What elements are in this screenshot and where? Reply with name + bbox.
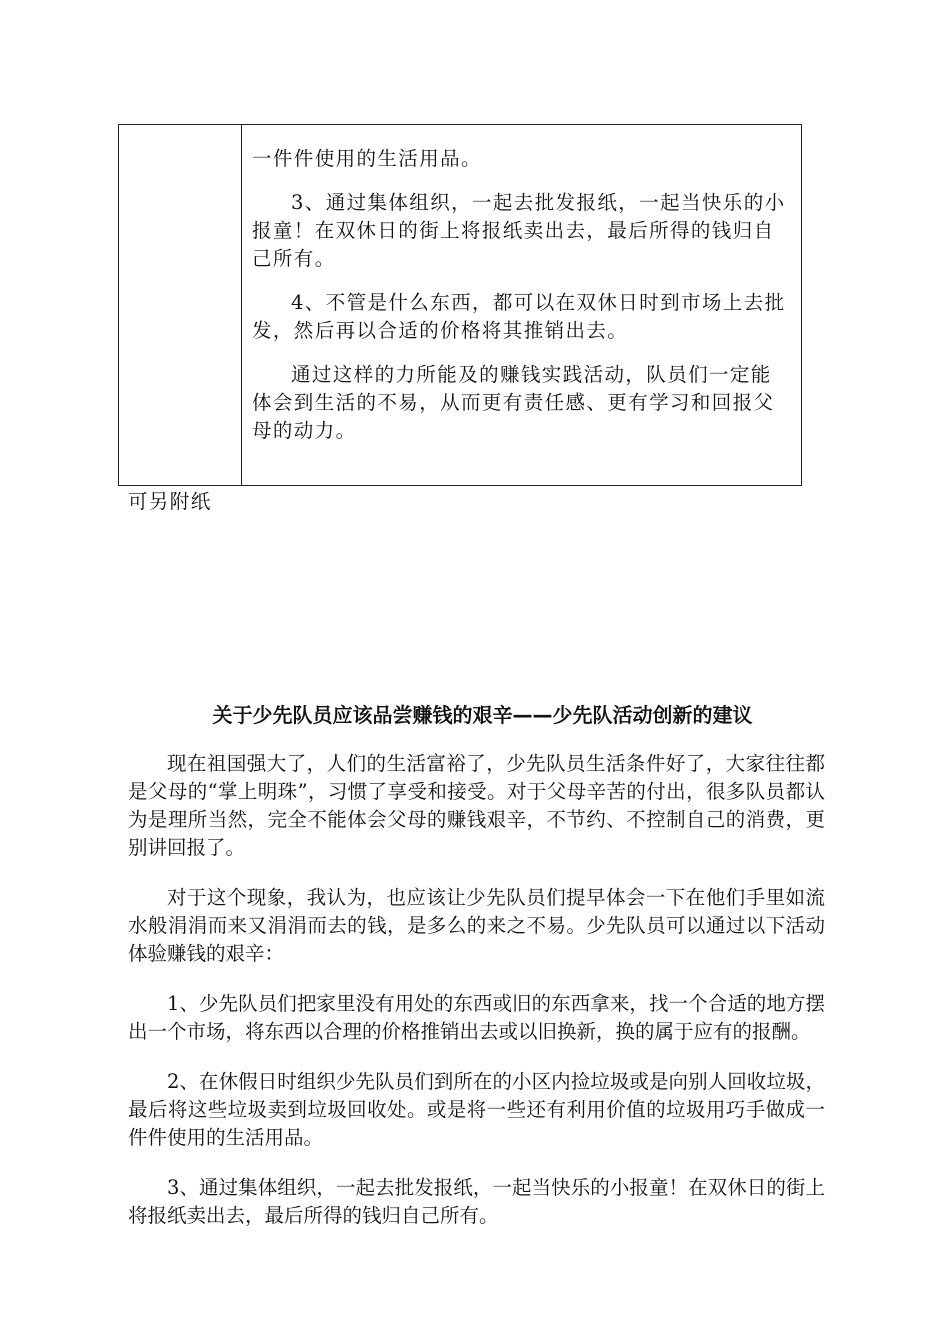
- attachment-note: 可另附纸: [128, 490, 212, 513]
- table-paragraph: 4、不管是什么东西，都可以在双休日时到市场上去批发，然后再以合适的价格将其推销出去。: [252, 291, 786, 342]
- article-title: 关于少先队员应该品尝赚钱的艰辛——少先队活动创新的建议: [212, 703, 753, 727]
- article-paragraph: 3、通过集体组织，一起去批发报纸，一起当快乐的小报童！在双休日的街上将报纸卖出去，最后所得的钱归自己所有。: [128, 1176, 825, 1227]
- table-left-cell: [119, 125, 242, 485]
- article-paragraph: 2、在休假日时组织少先队员们到所在的小区内捡垃圾或是向别人回收垃圾，最后将这些垃圾卖到垃圾回收处。或是将一些还有利用价值的垃圾用巧手做成一件件使用的生活用品。: [128, 1070, 825, 1149]
- form-table: [118, 124, 802, 486]
- article: [128, 700, 825, 1252]
- article-paragraph: 对于这个现象，我认为，也应该让少先队员们提早体会一下在他们手里如流水般涓涓而来又涓涓而去的钱，是多么的来之不易。少先队员可以通过以下活动体验赚钱的艰辛：: [128, 886, 825, 965]
- table-paragraph: 3、通过集体组织，一起去批发报纸，一起当快乐的小报童！在双休日的街上将报纸卖出去，最后所得的钱归自己所有。: [252, 191, 786, 270]
- article-paragraph: 1、少先队员们把家里没有用处的东西或旧的东西拿来，找一个合适的地方摆出一个市场，将东西以合理的价格推销出去或以旧换新，换的属于应有的报酬。: [128, 992, 825, 1043]
- table-paragraph: 一件件使用的生活用品。: [252, 147, 482, 170]
- table-content-cell: [242, 125, 801, 485]
- table-paragraph: 通过这样的力所能及的赚钱实践活动，队员们一定能体会到生活的不易，从而更有责任感、更有学习和回报父母的动力。: [252, 363, 775, 442]
- article-paragraph: 现在祖国强大了，人们的生活富裕了，少先队员生活条件好了，大家往往都是父母的“掌上明珠”，习惯了享受和接受。对于父母辛苦的付出，很多队员都认为是理所当然，完全不能体会父母的赚钱艰辛，不节约、不控制自己的消费，更别讲回报了。: [128, 752, 825, 859]
